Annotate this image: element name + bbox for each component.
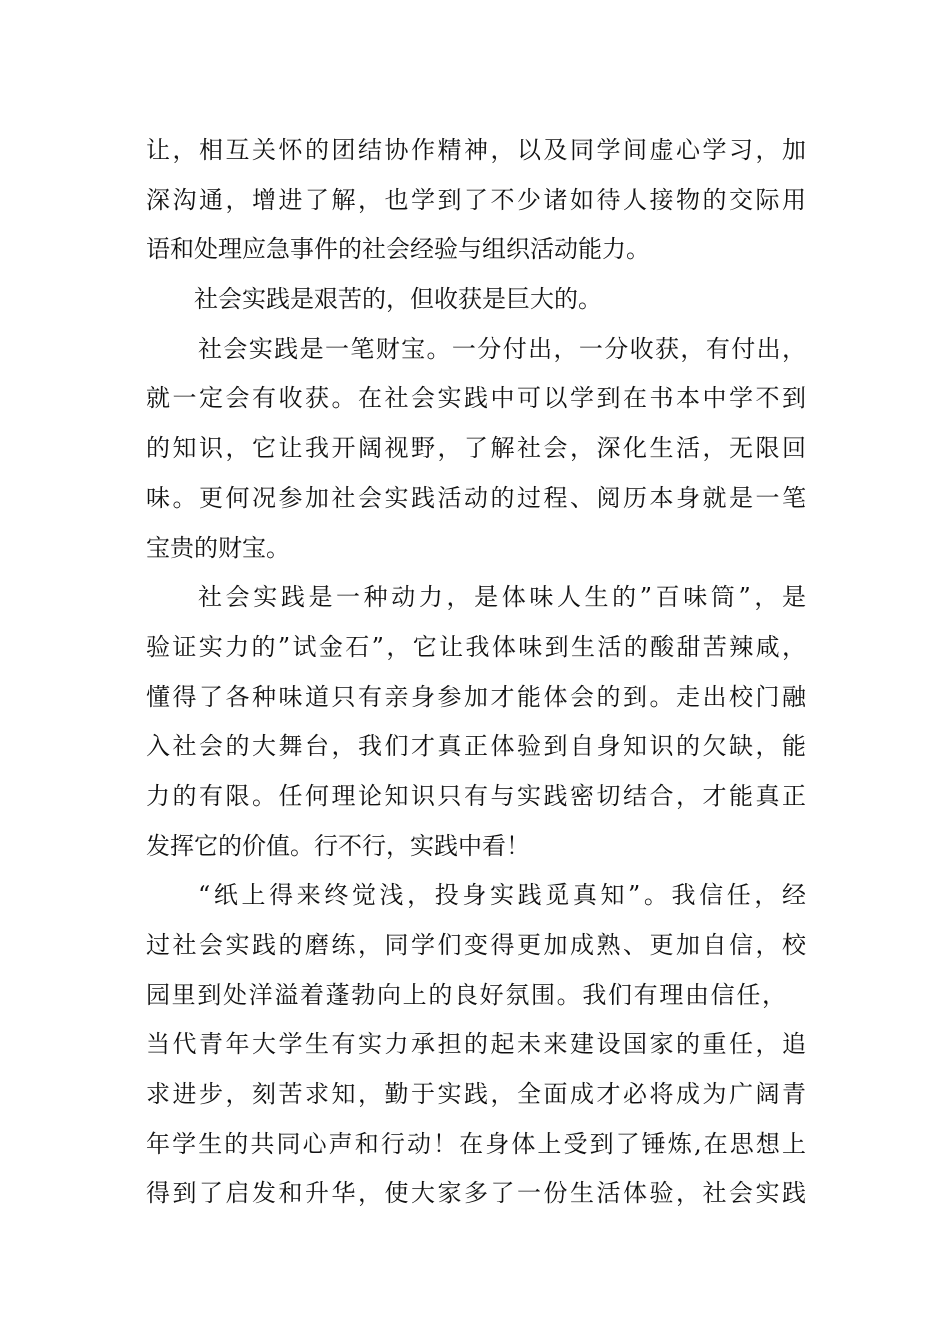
text-line: 让，相互关怀的团结协作精神，以及同学间虚心学习，加 xyxy=(146,136,806,164)
text-line: 年学生的共同心声和行动！在身体上受到了锤炼,在思想上 xyxy=(146,1129,806,1158)
text-line: 过社会实践的磨练，同学们变得更加成熟、更加自信，校 xyxy=(146,931,806,959)
text-line: 的知识，它让我开阔视野，了解社会，深化生活，无限回 xyxy=(146,434,806,463)
text-line: 语和处理应急事件的社会经验与组织活动能力。 xyxy=(146,235,650,264)
text-line: 求进步，刻苦求知，勤于实践，全面成才必将成为广阔青 xyxy=(146,1080,806,1109)
text-line: 园里到处洋溢着蓬勃向上的良好氛围。我们有理由信任， xyxy=(146,980,786,1009)
paragraph-start-line: 社会实践是一种动力，是体味人生的”百味筒”，是 xyxy=(198,583,806,612)
text-line: 就一定会有收获。在社会实践中可以学到在书本中学不到 xyxy=(146,384,806,413)
text-line: 力的有限。任何理论知识只有与实践密切结合，才能真正 xyxy=(146,781,806,810)
paragraph-start-line: “纸上得来终觉浅，投身实践觅真知”。我信任，经 xyxy=(198,881,806,910)
text-line: 入社会的大舞台，我们才真正体验到自身知识的欠缺，能 xyxy=(146,732,806,761)
text-line: 得到了启发和升华，使大家多了一份生活体验，社会实践 xyxy=(146,1179,806,1208)
text-line: 深沟通，增进了解，也学到了不少诸如待人接物的交际用 xyxy=(146,185,806,214)
text-line: 当代青年大学生有实力承担的起未来建设国家的重任，追 xyxy=(146,1030,806,1059)
text-line: 验证实力的”试金石”，它让我体味到生活的酸甜苦辣咸， xyxy=(146,632,806,661)
body-text xyxy=(146,126,816,1219)
paragraph-start-line: 社会实践是艰苦的，但收获是巨大的。 xyxy=(194,285,602,314)
text-line: 宝贵的财宝。 xyxy=(146,533,290,562)
text-line: 发挥它的价值。行不行，实践中看！ xyxy=(146,831,530,860)
paragraph-start-line: 社会实践是一笔财宝。一分付出，一分收获，有付出， xyxy=(198,334,806,363)
text-line: 味。更何况参加社会实践活动的过程、阅历本身就是一笔 xyxy=(146,483,806,512)
text-line: 懂得了各种味道只有亲身参加才能体会的到。走出校门融 xyxy=(146,682,806,711)
